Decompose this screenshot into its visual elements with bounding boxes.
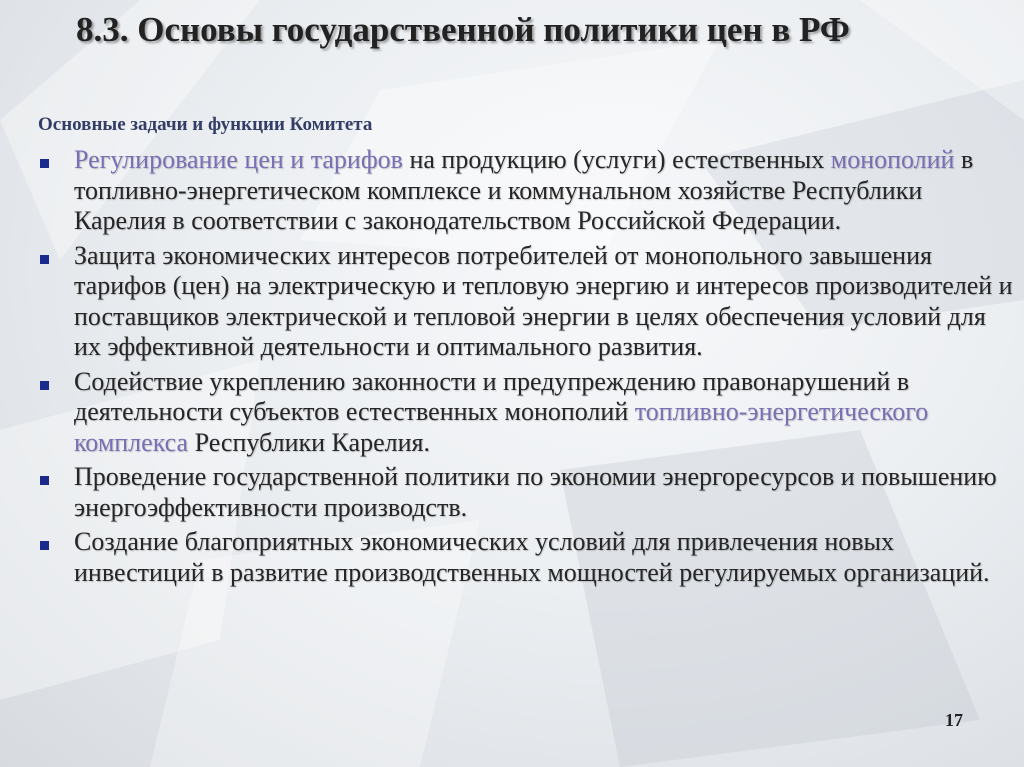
square-bullet-icon (40, 541, 49, 550)
bullet-list (38, 145, 1013, 592)
page-number: 17 (945, 710, 963, 730)
square-bullet-icon (40, 381, 49, 390)
item-text: в топливно-энергетическом комплексе и коммунальном хозяйстве Республики Карелия в соответствии с законодательством Российской Федерации. (74, 145, 974, 235)
list-item (38, 462, 1013, 523)
square-bullet-icon (40, 476, 49, 485)
slide-subtitle: Основные задачи и функции Комитета (38, 114, 373, 135)
list-item (38, 145, 1013, 237)
list-item (38, 241, 1013, 363)
item-text: Создание благоприятных экономических условий для привлечения новых инвестиций в развитие производственных мощностей регулируемых организаций. (74, 527, 990, 587)
slide-title: 8.3. Основы государственной политики цен в РФ (76, 10, 850, 49)
highlight-text: монополий (830, 145, 955, 174)
item-text: на продукцию (услуги) естественных (402, 145, 831, 174)
item-text: Защита экономических интересов потребителей от монопольного завышения тарифов (цен) на электрическую и тепловую энергию и интересов производителей и поставщиков электрической и тепловой энергии в целях обеспечения условий для их эффективной деятельности и оптимального развития. (74, 240, 1013, 361)
list-item (38, 367, 1013, 459)
highlight-text: Регулирование цен и тарифов (74, 145, 403, 174)
square-bullet-icon (40, 159, 49, 168)
item-text: Республики Карелия. (188, 427, 430, 457)
list-item (38, 527, 1013, 588)
item-text: Проведение государственной политики по экономии энергоресурсов и повышению энергоэффективности производств. (74, 462, 997, 522)
highlight-text: топливно-энергетического комплекса (74, 397, 929, 457)
item-text: Содействие укреплению законности и предупреждению правонарушений в деятельности субъектов естественных монополий (74, 366, 910, 426)
square-bullet-icon (40, 255, 49, 264)
